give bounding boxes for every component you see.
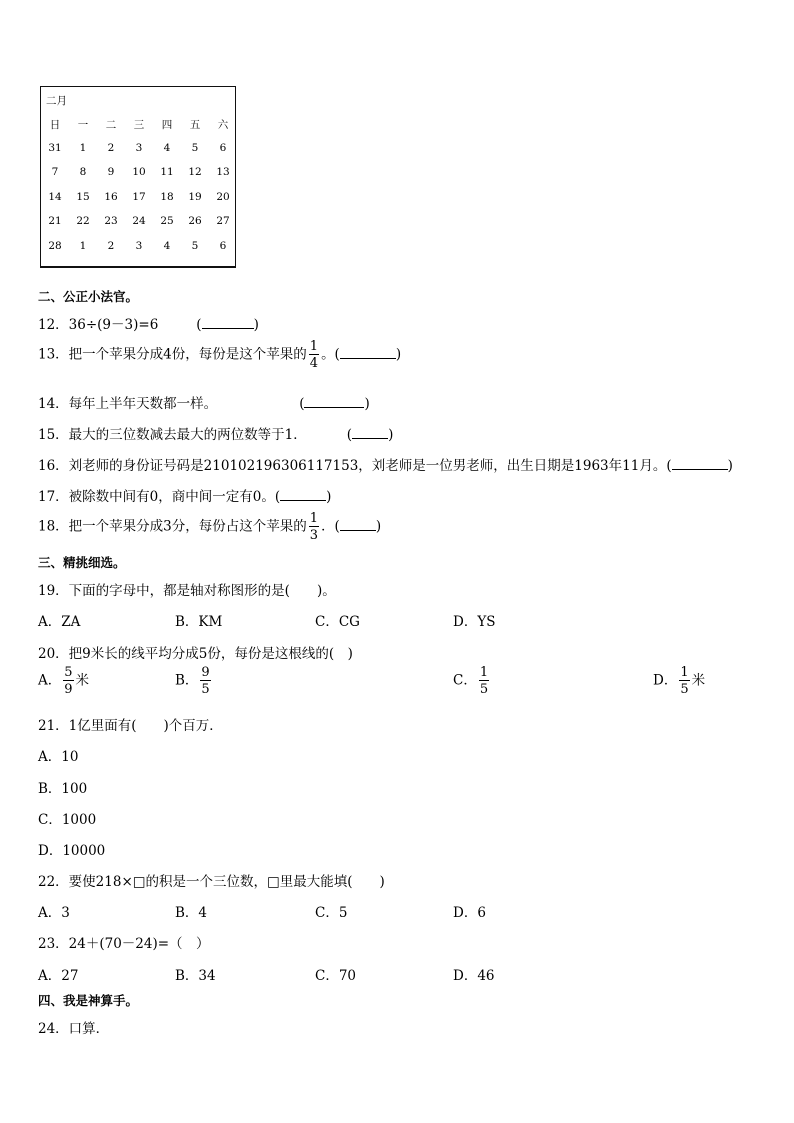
answer-blank [280, 488, 326, 501]
question-14: 14．每年上半年天数都一样。 ( ) [38, 396, 370, 412]
calendar-day: 12 [188, 166, 202, 179]
q19-option-d: D．YS [453, 614, 496, 630]
q21-option-b: B．100 [38, 781, 88, 797]
answer-blank [202, 316, 254, 329]
calendar-day: 13 [216, 166, 230, 179]
calendar-weekday: 一 [77, 119, 89, 131]
section-4-title: 四、我是神算手。 [38, 993, 139, 1008]
calendar-day: 2 [107, 141, 115, 154]
calendar-day: 3 [135, 141, 143, 154]
answer-blank [304, 395, 364, 408]
calendar-day: 8 [79, 166, 87, 179]
question-21: 21．1亿里面有( )个百万． [38, 718, 223, 734]
fraction-one-quarter: $\frac{1}{4}$ [309, 339, 319, 371]
q20-option-d: D． $\frac{1}{5}$ 米 [653, 665, 706, 697]
calendar-weekday: 三 [133, 119, 145, 131]
calendar-day: 24 [132, 215, 146, 228]
calendar-day: 11 [160, 166, 174, 179]
calendar-day: 18 [160, 190, 174, 203]
calendar-day: 9 [107, 166, 115, 179]
question-22: 22．要使218×□的积是一个三位数，□里最大能填( ) [38, 874, 385, 890]
answer-blank [352, 426, 388, 439]
calendar-day: 27 [216, 215, 230, 228]
q20-option-c: C． $\frac{1}{5}$ [453, 665, 489, 697]
answer-blank [340, 346, 396, 359]
calendar-weekday: 六 [217, 119, 229, 131]
calendar-day: 4 [163, 141, 171, 154]
q23-option-d: D．46 [453, 968, 495, 984]
q23-option-a: A．27 [38, 968, 79, 984]
calendar-day: 2 [107, 239, 115, 252]
q22-option-b: B．4 [175, 905, 208, 921]
calendar-day: 31 [48, 141, 62, 154]
february-calendar [40, 86, 236, 268]
calendar-weekday: 五 [189, 119, 201, 131]
answer-blank [340, 518, 376, 531]
q20-option-a: A． $\frac{5}{9}$ 米 [38, 665, 90, 697]
q19-option-a: A．ZA [38, 614, 81, 630]
calendar-day: 26 [188, 215, 202, 228]
calendar-day: 1 [79, 141, 87, 154]
calendar-day: 23 [104, 215, 118, 228]
calendar-day: 28 [48, 239, 62, 252]
calendar-day: 16 [104, 190, 118, 203]
question-15: 15．最大的三位数减去最大的两位数等于1． ( ) [38, 427, 394, 443]
calendar-month: 二月 [46, 95, 67, 107]
question-13: 13．把一个苹果分成4份，每份是这个苹果的 $\frac{1}{4}$ 。( ) [38, 339, 402, 371]
calendar-day: 19 [188, 190, 202, 203]
calendar-day: 17 [132, 190, 146, 203]
calendar-day: 25 [160, 215, 174, 228]
calendar-day: 6 [219, 141, 227, 154]
q20-option-b: B． $\frac{9}{5}$ [175, 665, 210, 697]
calendar-day: 22 [76, 215, 90, 228]
calendar-day: 1 [79, 239, 87, 252]
calendar-weekday: 四 [161, 119, 173, 131]
q23-option-b: B．34 [175, 968, 216, 984]
calendar-day: 15 [76, 190, 90, 203]
question-18: 18．把一个苹果分成3分，每份占这个苹果的 $\frac{1}{3}$ ．( ) [38, 511, 382, 543]
calendar-day: 14 [48, 190, 62, 203]
calendar-day: 5 [191, 141, 199, 154]
question-12-text: 12．36÷(9－3)=6 [38, 317, 159, 333]
calendar-day: 5 [191, 239, 199, 252]
q22-option-d: D．6 [453, 905, 486, 921]
question-16: 16．刘老师的身份证号码是210102196306117153，刘老师是一位男老师，出生日期是1963年11月。( ) [38, 458, 733, 474]
q19-option-b: B．KM [175, 614, 223, 630]
calendar-day: 20 [216, 190, 230, 203]
question-17: 17．被除数中间有0，商中间一定有0。( ) [38, 489, 332, 505]
calendar-day: 10 [132, 166, 146, 179]
q19-option-c: C．CG [315, 614, 360, 630]
q21-option-c: C．1000 [38, 812, 97, 828]
calendar-day: 3 [135, 239, 143, 252]
calendar-grid [41, 117, 237, 265]
fraction-one-third: $\frac{1}{3}$ [309, 511, 319, 543]
q22-option-a: A．3 [38, 905, 70, 921]
question-23: 23．24＋(70－24)=（ ） [38, 936, 210, 952]
question-12: 12．36÷(9－3)=6 ( ) [38, 317, 259, 333]
q21-option-a: A．10 [38, 749, 79, 765]
answer-blank [672, 457, 728, 470]
q21-option-d: D．10000 [38, 843, 106, 859]
section-2-title: 二、公正小法官。 [38, 289, 139, 304]
question-24: 24．口算． [38, 1021, 110, 1037]
calendar-day: 7 [51, 166, 59, 179]
calendar-weekday: 二 [105, 119, 117, 131]
q22-option-c: C．5 [315, 905, 348, 921]
calendar-day: 6 [219, 239, 227, 252]
q23-option-c: C．70 [315, 968, 357, 984]
calendar-day: 21 [48, 215, 62, 228]
question-20: 20．把9米长的线平均分成5份，每份是这根线的( ) [38, 646, 353, 662]
calendar-day: 4 [163, 239, 171, 252]
calendar-weekday: 日 [49, 119, 61, 131]
question-19: 19．下面的字母中，都是轴对称图形的是( )。 [38, 583, 336, 599]
section-3-title: 三、精挑细选。 [38, 555, 126, 570]
